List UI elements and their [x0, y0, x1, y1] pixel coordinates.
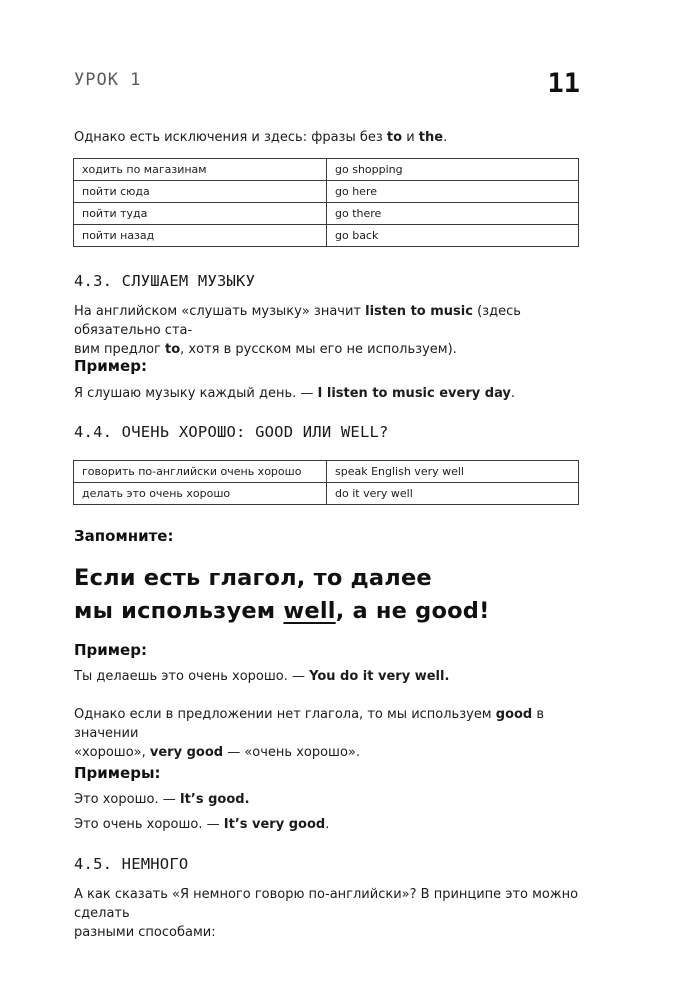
table-row — [74, 203, 579, 225]
table-cell-ru: ходить по магазинам — [74, 159, 327, 181]
table-cell-en: speak English very well — [327, 461, 579, 483]
phrases-table — [73, 158, 579, 247]
table-cell-en: go there — [327, 203, 579, 225]
example-label: Пример: — [74, 357, 147, 375]
table-cell-en: go back — [327, 225, 579, 247]
table-row — [74, 159, 579, 181]
table-row — [74, 483, 579, 505]
section-heading-4-4: 4.4. ОЧЕНЬ ХОРОШО: GOOD ИЛИ WELL? — [74, 423, 389, 441]
table-cell-ru: говорить по-английски очень хорошо — [74, 461, 327, 483]
table-row — [74, 181, 579, 203]
intro-paragraph: Однако есть исключения и здесь: фразы без to и the. — [74, 130, 448, 145]
example-sentence: Это хорошо. — It’s good. — [74, 792, 250, 807]
table-cell-en: go here — [327, 181, 579, 203]
remember-label: Запомните: — [74, 527, 174, 545]
table-cell-en: go shopping — [327, 159, 579, 181]
section-4-4-paragraph: Однако если в предложении нет глагола, то мы используем good в значении «хорошо», very good — «очень хорошо». — [74, 707, 545, 760]
example-sentence: Ты делаешь это очень хорошо. — You do it very well. — [74, 669, 450, 684]
rule-line-1: Если есть глагол, то далее — [74, 565, 432, 591]
examples-label: Примеры: — [74, 764, 161, 782]
table-cell-ru: делать это очень хорошо — [74, 483, 327, 505]
table-cell-ru: пойти туда — [74, 203, 327, 225]
section-4-3-paragraph: На английском «слушать музыку» значит listen to music (здесь обязательно ста- вим предлог to, хотя в русском мы его не используем). — [74, 304, 521, 357]
table-cell-en: do it very well — [327, 483, 579, 505]
lesson-title: УРОК 1 — [74, 70, 142, 90]
page-number: 11 — [547, 68, 580, 99]
rule-line-2: мы используем well, а не good! — [74, 598, 490, 624]
good-well-table — [73, 460, 579, 505]
section-heading-4-3: 4.3. СЛУШАЕМ МУЗЫКУ — [74, 272, 256, 290]
example-label: Пример: — [74, 641, 147, 659]
table-row — [74, 225, 579, 247]
table-row — [74, 461, 579, 483]
table-cell-ru: пойти сюда — [74, 181, 327, 203]
section-heading-4-5: 4.5. НЕМНОГО — [74, 855, 189, 873]
example-sentence: Я слушаю музыку каждый день. — I listen to music every day. — [74, 386, 516, 401]
example-sentence: Это очень хорошо. — It’s very good. — [74, 817, 330, 832]
section-4-5-paragraph: А как сказать «Я немного говорю по-английски»? В принципе это можно сделать разными способами: — [74, 887, 579, 940]
table-cell-ru: пойти назад — [74, 225, 327, 247]
